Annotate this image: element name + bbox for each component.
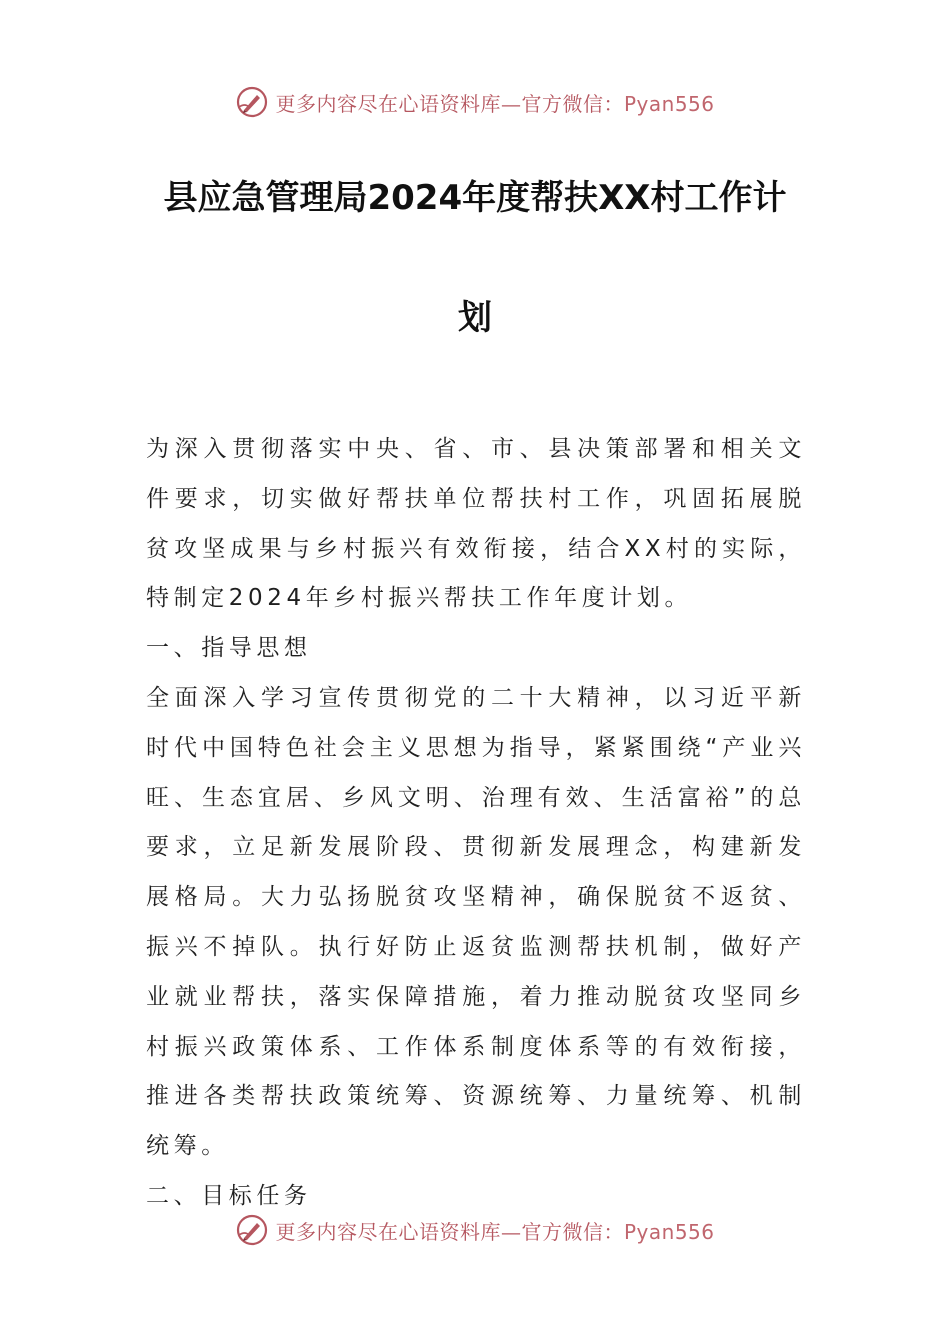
- document-body: [146, 425, 806, 1222]
- footer-watermark: [0, 1210, 950, 1250]
- pen-logo-icon: [235, 1213, 269, 1247]
- section-heading-guiding-ideology: 一、指导思想: [146, 635, 312, 662]
- watermark-text: 更多内容尽在心语资料库—官方微信：Pyan556: [275, 91, 715, 116]
- intro-paragraph: 为深入贯彻落实中央、省、市、县决策部署和相关文件要求，切实做好帮扶单位帮扶村工作，巩固拓展脱贫攻坚成果与乡村振兴有效衔接，结合XX村的实际，特制定2024年乡村振兴帮扶工作年度计划。: [146, 436, 806, 612]
- document-title-line-2: 划: [458, 298, 492, 338]
- watermark-text: 更多内容尽在心语资料库—官方微信：Pyan556: [275, 1219, 715, 1244]
- section-heading-goals: 二、目标任务: [146, 1182, 312, 1209]
- pen-logo-icon: [235, 85, 269, 119]
- guiding-ideology-paragraph: 全面深入学习宣传贯彻党的二十大精神，以习近平新时代中国特色社会主义思想为指导，紧紧围绕“产业兴旺、生态宜居、乡风文明、治理有效、生活富裕”的总要求，立足新发展阶段、贯彻新发展理念，构建新发展格局。大力弘扬脱贫攻坚精神，确保脱贫不返贫、振兴不掉队。执行好防止返贫监测帮扶机制，做好产业就业帮扶，落实保障措施，着力推动脱贫攻坚同乡村振兴政策体系、工作体系制度体系等的有效衔接，推进各类帮扶政策统筹、资源统筹、力量统筹、机制统筹。: [146, 684, 806, 1160]
- document-title-line-1: 县应急管理局2024年度帮扶XX村工作计: [163, 178, 787, 218]
- header-watermark: [0, 82, 950, 122]
